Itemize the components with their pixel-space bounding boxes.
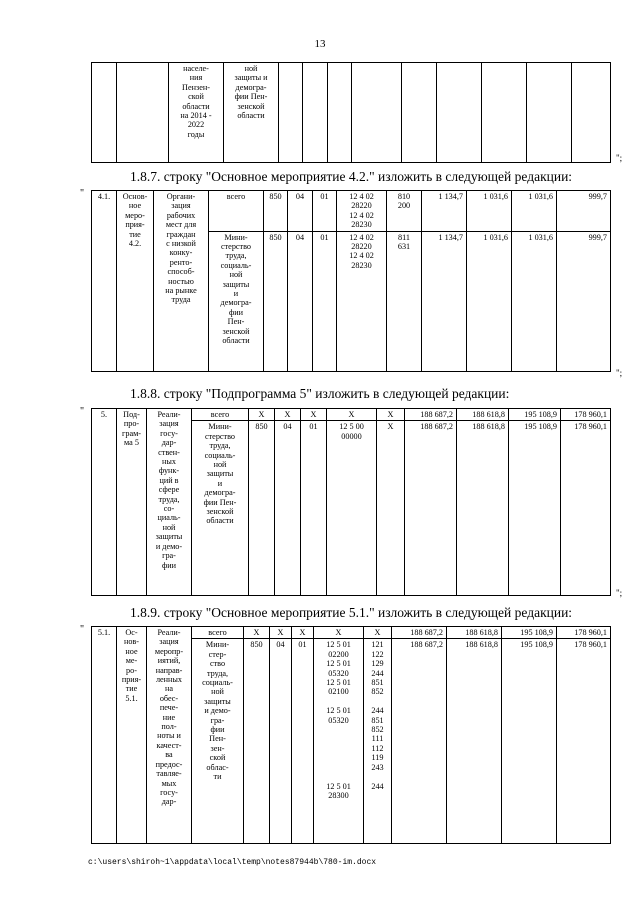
value-year-4: 999,7 xyxy=(557,231,611,371)
rz-code: 04 xyxy=(275,421,301,596)
opening-quote: " xyxy=(80,624,85,635)
event-name: Под- про- грам- ма 5 xyxy=(117,409,147,596)
value-year-3: 195 108,9 xyxy=(502,639,557,844)
row-number: 5.1. xyxy=(92,627,117,844)
vr-code: Х xyxy=(377,421,405,596)
page-number: 13 xyxy=(314,38,326,50)
grbs-code: 850 xyxy=(264,191,288,232)
rz-code: 04 xyxy=(288,231,313,371)
grbs-code: 850 xyxy=(244,639,270,844)
value-year-4: 178 960,1 xyxy=(561,409,611,421)
value-year-2: 188 618,8 xyxy=(457,409,509,421)
cell-empty xyxy=(117,63,169,163)
cell-empty xyxy=(352,63,402,163)
csr-code: Х xyxy=(314,627,364,639)
pr-code: 01 xyxy=(313,191,337,232)
vr-code: 121 122 129 244 851 852 244 851 852 111 112 119 243 244 xyxy=(364,639,392,844)
section-heading-1-8-7: 1.8.7. строку "Основное мероприятие 4.2." изложить в следующей редакции: xyxy=(130,169,573,184)
section-heading-1-8-8: 1.8.8. строку "Подпрограмма 5" изложить в следующей редакции: xyxy=(130,386,510,401)
value-year-2: 188 618,8 xyxy=(457,421,509,596)
event-description: Реали- зация госу- дар- ствен- ных функ- ций в сфере труда, со- циаль- ной защиты и демо- гра- фии xyxy=(147,409,192,596)
executor: Мини- стер- ство труда, социаль- ной защиты и демо- гра- фии Пен- зен- ской облас- ти xyxy=(192,639,244,844)
event-description: Органи- зация рабочих мест для граждан с низкой конку- ренто- способ- ностью на рынке труда xyxy=(154,191,209,372)
executor: всего xyxy=(209,191,264,232)
section-heading-1-8-9: 1.8.9. строку "Основное мероприятие 5.1." изложить в следующей редакции: xyxy=(130,605,573,620)
executor: всего xyxy=(192,627,244,639)
value-year-4: 178 960,1 xyxy=(561,421,611,596)
value-year-2: 188 618,8 xyxy=(447,627,502,639)
grbs-code: Х xyxy=(249,409,275,421)
closing-quote: "; xyxy=(616,588,623,598)
cell-empty xyxy=(527,63,572,163)
csr-code: 12 5 00 00000 xyxy=(327,421,377,596)
event-name: Ос- нов- ное ме- ро- прия- тие 5.1. xyxy=(117,627,147,844)
table-subprogram-5 xyxy=(91,408,611,596)
value-year-2: 1 031,6 xyxy=(467,191,512,232)
value-year-3: 1 031,6 xyxy=(512,191,557,232)
continuation-description: населе- ния Пензен- ской области на 2014 - 2022 годы xyxy=(169,63,224,163)
value-year-4: 178 960,1 xyxy=(557,627,611,639)
table-event-4-2 xyxy=(91,190,611,372)
executor: Мини- стерство труда, социаль- ной защиты и демогра- фии Пен- зенской области xyxy=(209,231,264,371)
row-number: 5. xyxy=(92,409,117,596)
grbs-code: 850 xyxy=(249,421,275,596)
cell-empty xyxy=(92,63,117,163)
continuation-table xyxy=(91,62,611,163)
pr-code: 01 xyxy=(301,421,327,596)
grbs-code: Х xyxy=(244,627,270,639)
grbs-code: 850 xyxy=(264,231,288,371)
continuation-executor: ной защиты и демогра- фии Пен- зенской области xyxy=(224,63,279,163)
opening-quote: " xyxy=(80,188,85,199)
rz-code: 04 xyxy=(270,639,292,844)
pr-code: 01 xyxy=(313,231,337,371)
value-year-1: 188 687,2 xyxy=(405,421,457,596)
closing-quote: "; xyxy=(616,368,623,378)
cell-empty xyxy=(482,63,527,163)
cell-empty xyxy=(572,63,611,163)
rz-code: 04 xyxy=(288,191,313,232)
vr-code: 810 200 xyxy=(387,191,422,232)
csr-code: 12 5 01 02200 12 5 01 05320 12 5 01 02100 12 5 01 05320 12 5 01 28300 xyxy=(314,639,364,844)
executor: Мини- стерство труда, социаль- ной защиты и демогра- фии Пен- зенской области xyxy=(192,421,249,596)
csr-code: 12 4 02 28220 12 4 02 28230 xyxy=(337,231,387,371)
value-year-1: 188 687,2 xyxy=(392,627,447,639)
row-number: 4.1. xyxy=(92,191,117,372)
value-year-4: 178 960,1 xyxy=(557,639,611,844)
pr-code: 01 xyxy=(292,639,314,844)
value-year-1: 1 134,7 xyxy=(422,231,467,371)
vr-code: Х xyxy=(377,409,405,421)
cell-empty xyxy=(402,63,437,163)
value-year-1: 188 687,2 xyxy=(392,639,447,844)
rz-code: Х xyxy=(275,409,301,421)
vr-code: Х xyxy=(364,627,392,639)
event-name: Основ- ное меро- прия- тие 4.2. xyxy=(117,191,154,372)
executor: всего xyxy=(192,409,249,421)
cell-empty xyxy=(437,63,482,163)
value-year-1: 188 687,2 xyxy=(405,409,457,421)
cell-empty xyxy=(279,63,303,163)
table-event-5-1 xyxy=(91,626,611,844)
cell-empty xyxy=(328,63,352,163)
pr-code: Х xyxy=(301,409,327,421)
value-year-3: 195 108,9 xyxy=(509,421,561,596)
rz-code: Х xyxy=(270,627,292,639)
value-year-2: 1 031,6 xyxy=(467,231,512,371)
csr-code: 12 4 02 28220 12 4 02 28230 xyxy=(337,191,387,232)
value-year-1: 1 134,7 xyxy=(422,191,467,232)
file-path-footer: c:\users\shiroh~1\appdata\local\temp\notes87944b\780-im.docx xyxy=(88,858,377,867)
value-year-3: 195 108,9 xyxy=(509,409,561,421)
opening-quote: " xyxy=(80,406,85,417)
value-year-2: 188 618,8 xyxy=(447,639,502,844)
cell-empty xyxy=(303,63,328,163)
value-year-4: 999,7 xyxy=(557,191,611,232)
event-description: Реали- зация меропр- иятий, направ- ленных на обес- пече- ние пол- ноты и качест- ва предос- тавляе- мых госу- дар- xyxy=(147,627,192,844)
closing-quote: "; xyxy=(616,153,623,163)
value-year-3: 195 108,9 xyxy=(502,627,557,639)
pr-code: Х xyxy=(292,627,314,639)
vr-code: 811 631 xyxy=(387,231,422,371)
value-year-3: 1 031,6 xyxy=(512,231,557,371)
csr-code: Х xyxy=(327,409,377,421)
